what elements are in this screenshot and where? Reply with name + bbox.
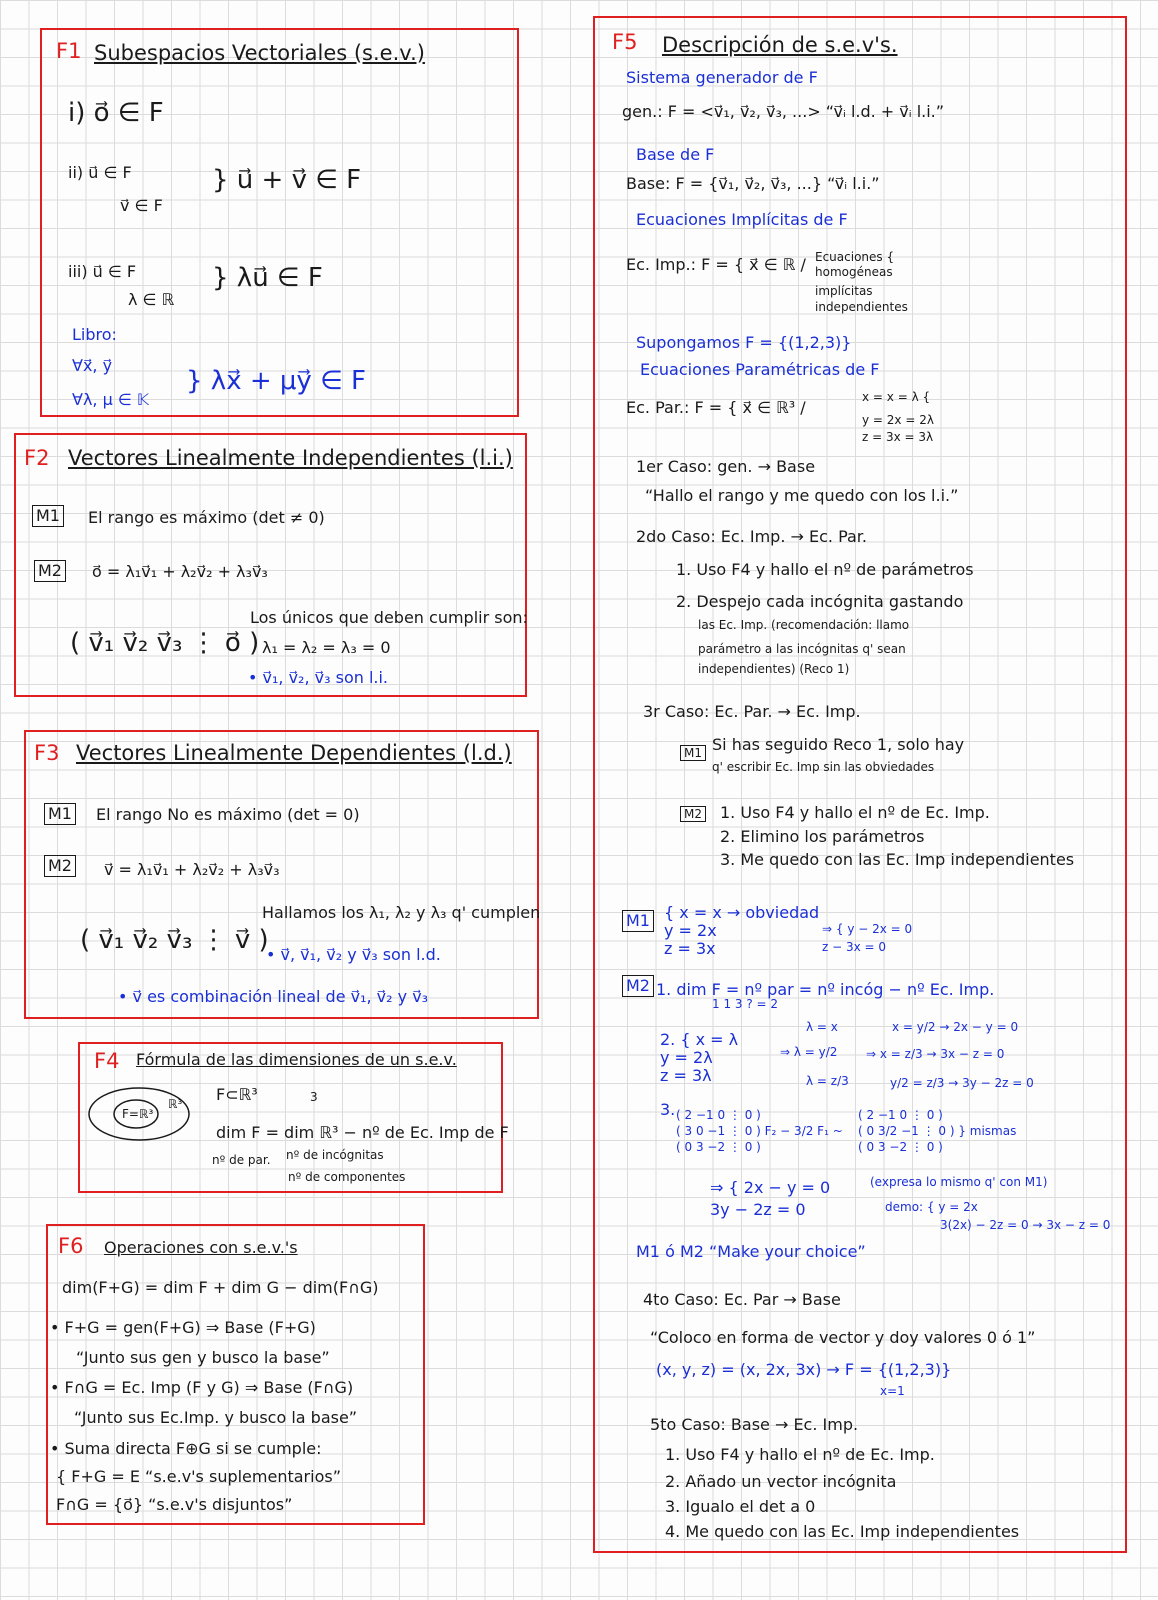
f2-method-1-text: El rango es máximo (det ≠ 0) bbox=[88, 508, 325, 527]
f5-case-3-m1-text: Si has seguido Reco 1, solo hay bbox=[712, 735, 965, 754]
f1-book-label: Libro: bbox=[72, 325, 117, 344]
f2-condition-text: Los únicos que deben cumplir son: bbox=[250, 608, 528, 627]
f5-same-as-m1: (expresa lo mismo q' con M1) bbox=[870, 1175, 1048, 1189]
f5-case-3: 3r Caso: Ec. Par. → Ec. Imp. bbox=[643, 702, 861, 721]
f6-sum-quote: “Junto sus gen y busco la base” bbox=[76, 1348, 330, 1367]
f6-intersection-rule: • F∩G = Ec. Imp (F y G) ⇒ Base (F∩G) bbox=[50, 1378, 354, 1397]
f5-implicit-note-1: Ecuaciones { bbox=[815, 250, 895, 264]
f5-result-1: ⇒ { 2x − y = 0 bbox=[710, 1178, 831, 1197]
f5-case-2-step-2: 2. Despejo cada incógnita gastando bbox=[676, 592, 964, 611]
f3-conclusion-combination: • v⃗ es combinación lineal de v⃗₁, v⃗₂ y v⃗₃ bbox=[118, 987, 429, 1006]
f5-demo-1: demo: { y = 2x bbox=[885, 1200, 978, 1214]
f1-book-result: } λx⃗ + μy⃗ ∈ F bbox=[186, 366, 366, 396]
f5-base-heading: Base de F bbox=[636, 145, 715, 164]
f5-param-y: y = 2x = 2λ bbox=[862, 413, 934, 427]
f5-example-m2-step-1: 1. dim F = nº par = nº incóg − nº Ec. Imp. bbox=[656, 980, 995, 999]
f5-case-2-step-2d: independientes) (Reco 1) bbox=[698, 662, 850, 676]
f5-section-title: Descripción de s.e.v's. bbox=[662, 33, 898, 57]
f2-matrix: ( v⃗₁ v⃗₂ v⃗₃ ⋮ o⃗ ) bbox=[70, 628, 260, 658]
f5-case-3-m2-step-3: 3. Me quedo con las Ec. Imp independientes bbox=[720, 850, 1075, 869]
f1-axiom-sum-u: ii) u⃗ ∈ F bbox=[68, 163, 132, 182]
f1-book-vectors: ∀x⃗, y⃗ bbox=[72, 356, 113, 375]
f5-matrix-b-row-1: ( 2 −1 0 ⋮ 0 ) bbox=[858, 1108, 943, 1122]
f5-example-m1-result-2: z − 3x = 0 bbox=[822, 940, 887, 954]
f3-method-2-equation: v⃗ = λ₁v⃗₁ + λ₂v⃗₂ + λ₃v⃗₃ bbox=[104, 860, 280, 879]
f1-axiom-sum-v: v⃗ ∈ F bbox=[120, 196, 163, 215]
f5-box bbox=[593, 16, 1127, 1553]
f2-conclusion: • v⃗₁, v⃗₂, v⃗₃ son l.i. bbox=[248, 668, 389, 687]
f5-case-4: 4to Caso: Ec. Par → Base bbox=[643, 1290, 841, 1309]
f5-implicit-def: Ec. Imp.: F = { x⃗ ∈ ℝ / bbox=[626, 255, 806, 274]
f5-matrix-b-row-3: ( 0 3 −2 ⋮ 0 ) bbox=[858, 1140, 943, 1154]
f5-implicit-note-4: independientes bbox=[815, 300, 908, 314]
f5-example-m1-x: { x = x → obviedad bbox=[664, 903, 820, 922]
f5-lambda-y: ⇒ λ = y/2 bbox=[780, 1045, 838, 1059]
f5-matrix-a-row-1: ( 2 −1 0 ⋮ 0 ) bbox=[676, 1108, 761, 1122]
f5-matrix-a-row-3: ( 0 3 −2 ⋮ 0 ) bbox=[676, 1140, 761, 1154]
f4-dim-superscript: 3 bbox=[310, 1090, 318, 1104]
f6-section-number: F6 bbox=[58, 1234, 84, 1258]
f1-axiom-scalar-result: } λu⃗ ∈ F bbox=[212, 263, 323, 293]
f5-generator-def: gen.: F = <v⃗₁, v⃗₂, v⃗₃, ...> “v⃗ᵢ l.d. + v⃗ᵢ l.i.” bbox=[622, 102, 945, 121]
f5-generator-heading: Sistema generador de F bbox=[626, 68, 818, 87]
f5-case-1-quote: “Hallo el rango y me quedo con los l.i.” bbox=[645, 486, 959, 505]
f5-case-4-x1: x=1 bbox=[880, 1384, 905, 1398]
f5-case-5-step-4: 4. Me quedo con las Ec. Imp independientes bbox=[665, 1522, 1020, 1541]
f5-eq-3: y/2 = z/3 → 3y − 2z = 0 bbox=[890, 1076, 1034, 1090]
f5-case-2-step-1: 1. Uso F4 y hallo el nº de parámetros bbox=[676, 560, 974, 579]
f5-case-3-m1-text-2: q' escribir Ec. Imp sin las obviedades bbox=[712, 760, 935, 774]
f5-case-5-step-3: 3. Igualo el det a 0 bbox=[665, 1497, 816, 1516]
f4-venn-inner-label: F=ℝ³ bbox=[122, 1107, 154, 1121]
f5-example-m2-values: 1 1 3 ? = 2 bbox=[712, 997, 779, 1011]
f2-method-2-label: M2 bbox=[34, 560, 66, 582]
f6-sum-rule: • F+G = gen(F+G) ⇒ Base (F+G) bbox=[50, 1318, 316, 1337]
f5-implicit-note-2: homogéneas bbox=[815, 265, 893, 279]
f5-example-m1-z: z = 3x bbox=[664, 939, 716, 958]
f2-condition-equation: λ₁ = λ₂ = λ₃ = 0 bbox=[262, 638, 391, 657]
f3-matrix: ( v⃗₁ v⃗₂ v⃗₃ ⋮ v⃗ ) bbox=[80, 925, 269, 955]
f5-example-m2-step-2-x: 2. { x = λ bbox=[660, 1030, 739, 1049]
f5-case-4-quote: “Coloco en forma de vector y doy valores 0 ó 1” bbox=[650, 1328, 1036, 1347]
f1-axiom-scalar-lambda: λ ∈ ℝ bbox=[128, 290, 175, 309]
f5-demo-2: 3(2x) − 2z = 0 → 3x − z = 0 bbox=[940, 1218, 1111, 1232]
f5-example-m2-step-2-y: y = 2λ bbox=[660, 1048, 713, 1067]
f4-note-components: nº de componentes bbox=[288, 1170, 406, 1184]
f5-case-1: 1er Caso: gen. → Base bbox=[636, 457, 816, 476]
f5-matrix-a-row-2: ( 3 0 −1 ⋮ 0 ) F₂ − 3/2 F₁ ~ bbox=[676, 1124, 843, 1138]
f5-matrix-b-row-2: ( 0 3/2 −1 ⋮ 0 ) } mismas bbox=[858, 1124, 1017, 1138]
f4-dim-formula: dim F = dim ℝ³ − nº de Ec. Imp de F bbox=[216, 1123, 509, 1142]
f5-param-z: z = 3x = 3λ bbox=[862, 430, 934, 444]
f2-method-1-label: M1 bbox=[32, 505, 64, 527]
f5-case-2: 2do Caso: Ec. Imp. → Ec. Par. bbox=[636, 527, 867, 546]
f4-section-title: Fórmula de las dimensiones de un s.e.v. bbox=[136, 1050, 457, 1069]
f5-example-m1-y: y = 2x bbox=[664, 921, 717, 940]
f5-case-3-m2-step-2: 2. Elimino los parámetros bbox=[720, 827, 925, 846]
f5-implicit-heading: Ecuaciones Implícitas de F bbox=[636, 210, 848, 229]
f5-case-4-example: (x, y, z) = (x, 2x, 3x) → F = {(1,2,3)} bbox=[656, 1360, 952, 1379]
f5-suppose: Supongamos F = {(1,2,3)} bbox=[636, 333, 852, 352]
f6-intersection-quote: “Junto sus Ec.Imp. y busco la base” bbox=[74, 1408, 358, 1427]
f1-section-number: F1 bbox=[56, 39, 82, 63]
f5-section-number: F5 bbox=[612, 30, 638, 54]
f2-section-title: Vectores Linealmente Independientes (l.i.) bbox=[68, 446, 513, 470]
f1-axiom-scalar-u: iii) u⃗ ∈ F bbox=[68, 262, 137, 281]
f2-method-2-equation: o⃗ = λ₁v⃗₁ + λ₂v⃗₂ + λ₃v⃗₃ bbox=[92, 562, 268, 581]
f5-case-3-m2-step-1: 1. Uso F4 y hallo el nº de Ec. Imp. bbox=[720, 803, 990, 822]
f5-example-m2-label: M2 bbox=[622, 975, 654, 997]
f5-example-m2-step-2-z: z = 3λ bbox=[660, 1066, 712, 1085]
f6-disjoint: F∩G = {o⃗} “s.e.v's disjuntos” bbox=[56, 1495, 293, 1514]
f5-case-5-step-1: 1. Uso F4 y hallo el nº de Ec. Imp. bbox=[665, 1445, 935, 1464]
f6-section-title: Operaciones con s.e.v.'s bbox=[104, 1238, 298, 1257]
f5-parametric-def: Ec. Par.: F = { x⃗ ∈ ℝ³ / bbox=[626, 398, 806, 417]
f5-eq-2: ⇒ x = z/3 → 3x − z = 0 bbox=[866, 1047, 1005, 1061]
f3-method-1-text: El rango No es máximo (det = 0) bbox=[96, 805, 360, 824]
f4-note-unknowns: nº de incógnitas bbox=[286, 1148, 384, 1162]
f5-example-m2-step-3: 3. bbox=[660, 1100, 676, 1119]
f4-venn-outer-label: ℝ³ bbox=[168, 1097, 183, 1111]
f5-case-5-step-2: 2. Añado un vector incógnita bbox=[665, 1472, 897, 1491]
f5-example-m1-label: M1 bbox=[622, 910, 654, 932]
f1-book-scalars: ∀λ, μ ∈ 𝕂 bbox=[72, 390, 149, 409]
f3-section-title: Vectores Linealmente Dependientes (l.d.) bbox=[76, 741, 512, 765]
f3-section-number: F3 bbox=[34, 741, 60, 765]
f5-param-x: x = x = λ { bbox=[862, 390, 931, 404]
f5-parametric-heading: Ecuaciones Paramétricas de F bbox=[640, 360, 880, 379]
f6-direct-sum: • Suma directa F⊕G si se cumple: bbox=[50, 1439, 322, 1458]
f5-eq-1: x = y/2 → 2x − y = 0 bbox=[892, 1020, 1019, 1034]
f5-case-2-step-2b: las Ec. Imp. (recomendación: llamo bbox=[698, 618, 910, 632]
f5-case-5: 5to Caso: Base → Ec. Imp. bbox=[650, 1415, 859, 1434]
f5-base-def: Base: F = {v⃗₁, v⃗₂, v⃗₃, ...} “v⃗ᵢ l.i.” bbox=[626, 174, 880, 193]
f6-supplementary: { F+G = E “s.e.v's suplementarios” bbox=[56, 1467, 341, 1486]
f3-method-1-label: M1 bbox=[44, 803, 76, 825]
f5-implicit-note-3: implícitas bbox=[815, 284, 873, 298]
f5-result-2: 3y − 2z = 0 bbox=[710, 1200, 806, 1219]
f5-case-2-step-2c: parámetro a las incógnitas q' sean bbox=[698, 642, 906, 656]
f4-section-number: F4 bbox=[94, 1049, 120, 1073]
f5-lambda-z: λ = z/3 bbox=[806, 1074, 849, 1088]
f5-case-3-m1-label: M1 bbox=[680, 745, 706, 761]
f4-note-params: nº de par. bbox=[212, 1153, 271, 1167]
f5-example-m1-result-1: ⇒ { y − 2x = 0 bbox=[822, 922, 913, 936]
f4-subset: F⊂ℝ³ bbox=[216, 1085, 258, 1104]
f1-axiom-zero: i) o⃗ ∈ F bbox=[68, 98, 164, 128]
f2-section-number: F2 bbox=[24, 446, 50, 470]
f3-condition-text: Hallamos los λ₁, λ₂ y λ₃ q' cumplen bbox=[262, 903, 541, 922]
f1-axiom-sum-result: } u⃗ + v⃗ ∈ F bbox=[212, 165, 362, 195]
f3-conclusion-ld: • v⃗, v⃗₁, v⃗₂ y v⃗₃ son l.d. bbox=[266, 945, 441, 964]
f5-lambda-x: λ = x bbox=[806, 1020, 838, 1034]
f5-choice: M1 ó M2 “Make your choice” bbox=[636, 1242, 866, 1261]
f1-section-title: Subespacios Vectoriales (s.e.v.) bbox=[94, 41, 425, 65]
f6-dim-formula: dim(F+G) = dim F + dim G − dim(F∩G) bbox=[62, 1278, 379, 1297]
f3-box bbox=[24, 730, 539, 1019]
f5-case-3-m2-label: M2 bbox=[680, 806, 706, 822]
f3-method-2-label: M2 bbox=[44, 855, 76, 877]
